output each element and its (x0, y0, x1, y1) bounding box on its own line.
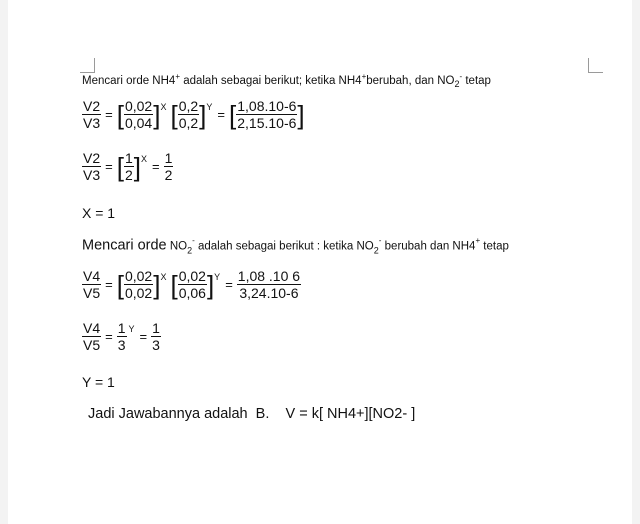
fraction (178, 98, 199, 131)
numerator: 1 (124, 150, 133, 166)
denominator: 2,15.10-6 (237, 115, 297, 131)
numerator: 1,08.10-6 (237, 98, 297, 114)
equals-sign: = (105, 277, 113, 292)
intro-text: NO (166, 240, 188, 253)
bracket: [ (116, 99, 124, 130)
numerator: 1,08 .10 6 (237, 268, 301, 284)
denominator: 2 (124, 167, 133, 183)
denominator: V3 (83, 167, 101, 183)
superscript: - (192, 236, 195, 245)
equals-sign: = (105, 159, 113, 174)
fraction (82, 320, 101, 353)
bracket: [ (170, 269, 178, 300)
intro-text: berubah dan NH4 (381, 240, 476, 253)
exponent: X (160, 272, 167, 282)
equals-sign: = (225, 277, 233, 292)
subscript: 2 (454, 79, 460, 90)
denominator: 0,04 (124, 115, 153, 131)
equation-3 (82, 268, 301, 301)
superscript: - (378, 236, 382, 245)
bracket: ] (206, 269, 215, 300)
equation-4 (82, 320, 161, 353)
intro-text: tetap (462, 74, 491, 87)
bracket: [ (116, 269, 124, 300)
fraction (124, 98, 153, 131)
result-x: X = 1 (82, 205, 116, 221)
denominator: 2 (164, 167, 173, 183)
subscript: 2 (373, 245, 379, 256)
equals-sign: = (105, 107, 113, 122)
conclusion-text: Jadi Jawabannya adalah B. V = k[ NH4+][NO2- ] (88, 406, 416, 422)
denominator: 3 (117, 337, 126, 353)
numerator: V4 (83, 268, 101, 284)
numerator: 1 (152, 320, 160, 336)
equation-1 (82, 98, 305, 131)
denominator: 0,06 (178, 285, 206, 301)
section1-intro (82, 72, 491, 89)
denominator: 3 (152, 337, 160, 353)
fraction (82, 268, 101, 301)
exponent: Y (206, 102, 213, 112)
denominator: V5 (83, 337, 101, 353)
numerator: 0,02 (124, 98, 153, 114)
fraction (237, 268, 301, 301)
intro-text: Mencari orde (82, 237, 167, 254)
numerator: V2 (83, 98, 101, 114)
bracket: ] (133, 151, 141, 182)
denominator: 3,24.10-6 (239, 285, 299, 301)
equals-sign: = (105, 329, 113, 344)
exponent: X (140, 154, 147, 164)
numerator: 0,02 (178, 268, 206, 284)
intro-text: berubah, dan NO (366, 74, 455, 87)
bracket: [ (229, 99, 237, 130)
fraction (124, 268, 153, 301)
numerator: V4 (83, 320, 101, 336)
document-page (8, 0, 632, 524)
fraction (164, 150, 174, 183)
numerator: 1 (117, 320, 126, 336)
superscript: + (175, 72, 180, 81)
bracket: ] (153, 99, 161, 130)
bracket: [ (116, 151, 124, 182)
exponent: X (160, 102, 167, 112)
superscript: + (361, 72, 367, 81)
exponent: Y (128, 324, 135, 334)
equals-sign: = (139, 329, 148, 344)
result-y: Y = 1 (82, 374, 115, 390)
denominator: 0,02 (124, 285, 153, 301)
equation-2 (82, 150, 173, 183)
bracket: ] (199, 99, 207, 130)
fraction (178, 268, 207, 301)
superscript: + (475, 236, 481, 245)
subscript: 2 (187, 245, 193, 256)
intro-text: adalah sebagai berikut; ketika NH4 (180, 74, 362, 87)
fraction (236, 98, 297, 131)
numerator: 1 (164, 150, 173, 166)
page-margin-corner-right (588, 58, 603, 73)
intro-text: adalah sebagai berikut : ketika NO (194, 240, 374, 253)
numerator: 0,2 (178, 98, 199, 114)
equals-sign: = (217, 107, 225, 122)
numerator: V2 (83, 150, 101, 166)
intro-text: tetap (480, 240, 509, 253)
intro-text: Mencari orde NH4 (82, 74, 176, 87)
exponent: Y (214, 272, 221, 282)
fraction (82, 150, 101, 183)
denominator: V3 (83, 115, 101, 131)
fraction (117, 320, 127, 353)
superscript: - (459, 72, 463, 81)
equals-sign: = (152, 159, 160, 174)
section2-intro (82, 236, 509, 256)
denominator: V5 (83, 285, 101, 301)
bracket: ] (153, 269, 161, 300)
bracket: ] (297, 99, 305, 130)
fraction (151, 320, 161, 353)
bracket: [ (170, 99, 178, 130)
fraction (124, 150, 134, 183)
page-margin-corner-left (80, 58, 95, 73)
fraction (82, 98, 101, 131)
numerator: 0,02 (124, 268, 153, 284)
denominator: 0,2 (178, 115, 199, 131)
